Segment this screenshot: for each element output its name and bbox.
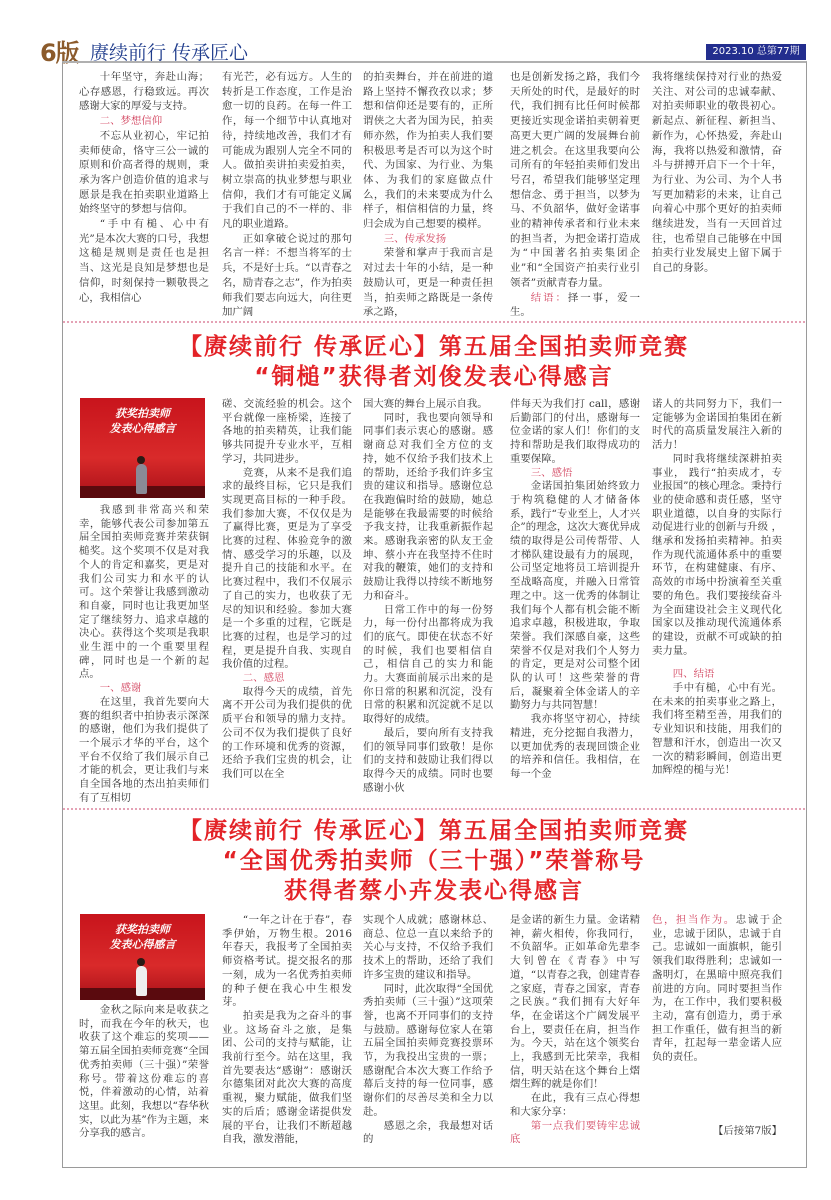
article-2-column bbox=[510, 398, 640, 782]
headline-line: 【赓续前行 传承匠心】第五届全国拍卖师竞赛 bbox=[178, 334, 689, 360]
paragraph bbox=[652, 682, 782, 778]
photo-caption-line: 获奖拍卖师 bbox=[115, 407, 170, 420]
section-divider bbox=[63, 808, 805, 810]
paragraph-text: “手中有槌、心中有光”是本次大赛的口号，我想这槌是规则是责任也是担当、这光是良知是梦想也是信仰，时刻保持一颗敬畏之心，我相信心 bbox=[79, 218, 209, 304]
paragraph bbox=[222, 232, 352, 320]
photo-caption-line: 获奖拍卖师 bbox=[115, 923, 170, 936]
headline-line: “铜槌”获得者刘俊发表心得感言 bbox=[254, 364, 614, 390]
article-1-column bbox=[363, 70, 493, 320]
paragraph-text: 实现个人成就；感谢林总、商总、位总一直以来给予的关心与支持，不仅给予我们技术上的帮助，还给了我们许多宝贵的建议和指导。 bbox=[363, 914, 493, 981]
highlight-label: 色，担当作为。 bbox=[652, 914, 736, 926]
paragraph-text: 最后，要向所有支持我们的领导同事们致敬！是你们的支持和鼓励让我们得以取得今天的成绩。同时也要感谢小伙 bbox=[363, 726, 493, 794]
paragraph-text: 国大赛的舞台上展示自我。 bbox=[363, 398, 488, 410]
paragraph bbox=[510, 480, 640, 713]
paragraph-text: 我感到非常高兴和荣幸，能够代表公司参加第五届全国拍卖师竞赛并荣获铜槌奖。这个奖项不仅是对我个人的肯定和嘉奖，更是对我们公司实力和水平的认可。这个荣誉让我感到激动和自豪，同时也让我更加坚定了继续努力、追求卓越的决心。获得这个奖项是我职业生涯中的一个重要里程碑，同时也是一个新的起点。 bbox=[79, 504, 209, 681]
paragraph bbox=[363, 1120, 493, 1147]
subheading bbox=[510, 1120, 640, 1147]
article-3-headline bbox=[63, 816, 805, 906]
subheading bbox=[222, 672, 352, 686]
paragraph-text: 拍卖是我为之奋斗的事业。这场奋斗之旅，是集团、公司的支持与赋能，让我前行至今。站在这里，我首先要表达“感谢”：感谢沃尔德集团对此次大赛的高度重视，聚力赋能，做我们坚实的后盾；感谢金诺提供发展的平台，让我们不断超越自我，激发潜能， bbox=[222, 1009, 352, 1146]
spacer bbox=[652, 658, 782, 668]
page-section-title: 赓续前行 传承匠心 bbox=[90, 42, 249, 64]
paragraph-text: 我将继续保持对行业的热爱关注、对公司的忠诚奉献、对拍卖师职业的敬畏初心。新起点、新征程、新担当、新作为，心怀热爱，奔赴山海，我将以热爱和激情，奋斗与拼搏开启下一个十年，为行业、为公司、为个人书写更加精彩的未来，让自己向着心中那个更好的拍卖师继续进发，当有一天回首过往，也希望自己能够在中国拍卖行业发展史上留下属于自己的身影。 bbox=[652, 71, 782, 275]
headline-line: 【赓续前行 传承匠心】第五届全国拍卖师竞赛 bbox=[178, 818, 689, 844]
paragraph bbox=[652, 70, 782, 276]
paragraph-text: 忠诚于企业，忠诚于团队，忠诚于自己。忠诚如一面旗帜，能引领我们取得胜利；忠诚如一盏明灯，在黑暗中照亮我们前进的方向。同时要担当作为，在工作中，我们要积极主动，富有创造力，勇于承担工作重任，做有担当的新青年，扛起每一辈金诺人应负的责任。 bbox=[652, 914, 783, 1064]
award-speech-photo bbox=[80, 398, 205, 498]
paragraph-text: 四、结语 bbox=[672, 668, 715, 681]
paragraph-text: 同时我将继续深耕拍卖事业， 践行“拍卖成才，专业报国”的核心理念。秉持行业的使命感和责任感，坚守职业道德，以自身的实际行动促进行业的创新与升级 ，继承和发扬拍卖精神。拍卖作为现代流通体系中的重要环节，在构建健康、有序、高效的市场中扮演着至关重要的角色。我们要接续奋斗为全面建设社会主义现代化国家以及推动现代流通体系的建设，贡献不可或缺的拍卖力量。 bbox=[652, 452, 782, 657]
paragraph-text: 手中有槌，心中有光。在未来的拍卖事业之路上，我们将至精至善，用我们的专业知识和技能，用我们的智慧和汗水，创造出一次又一次的精彩瞬间，创造出更加辉煌的槌与光！ bbox=[652, 682, 782, 777]
paragraph bbox=[79, 217, 209, 305]
paragraph-text: 有光芒，必有远方。人生的转折是工作态度，工作是治愈一切的良药。在每一件工作，每一个细节中认真地对待，持续地改善，我们才有可能成为跟别人完全不同的人。做拍卖讲拍卖爱拍卖，树立崇高的执业梦想与职业信仰，我们才有可能定义属于我们自己的不一样的、非凡的职业道路。 bbox=[222, 71, 352, 231]
article-3-column bbox=[652, 914, 782, 1065]
highlight-label: 结语： bbox=[530, 291, 568, 304]
paragraph bbox=[79, 1004, 209, 1141]
headline-line: “全国优秀拍卖师（三十强）”荣誉称号 bbox=[222, 848, 646, 874]
article-1-column bbox=[79, 70, 209, 305]
paragraph-text: 在这里，我首先要向大赛的组织者中拍协表示深深的感谢，他们为我们提供了一个展示才华的平台，这个平台不仅给了我们展示自己才能的机会，更让我们与来自全国各地的杰出拍卖师们有了互相切 bbox=[79, 695, 209, 804]
paragraph bbox=[510, 291, 640, 320]
paragraph bbox=[363, 246, 493, 320]
paragraph-text: 不忘从业初心，牢记拍卖师使命，恪守三公一诚的原则和价高者得的规则，秉承为客户创造价值的追求与愿景是我在拍卖职业道路上始终坚守的梦想与信仰。 bbox=[79, 129, 209, 216]
article-2-column bbox=[79, 504, 209, 805]
paragraph bbox=[510, 398, 640, 467]
paragraph bbox=[222, 70, 352, 232]
paragraph bbox=[363, 604, 493, 727]
paragraph-text: 感恩之余，我最想对话的 bbox=[363, 1119, 493, 1146]
paragraph bbox=[363, 70, 493, 232]
paragraph-text: 一、感谢 bbox=[99, 682, 142, 695]
paragraph-text: 也是创新发扬之路，我们今天所处的时代，是最好的时代，我们拥有比任何时候都更接近实现金诺拍卖朝着更高更大更广阔的发展舞台前进之机会。在这里我要向公司所有的年轻拍卖师们发出号召，希望我们能够坚定理想信念、勇于担当，以梦为马、不负韶华，做好金诺事业的精神传承者和行业未来的担当者，为把金诺打造成为“中国著名拍卖集团企业”和“全国资产拍卖行业引领者”贡献青春力量。 bbox=[510, 71, 640, 289]
paragraph bbox=[222, 914, 352, 1010]
paragraph bbox=[510, 70, 640, 291]
paragraph bbox=[510, 713, 640, 782]
paragraph-text: 竞赛，从来不是我们追求的最终目标，它只是我们实现更高目标的一种手段。我们参加大赛，不仅仅是为了赢得比赛，更是为了享受比赛的过程、体验竞争的激情、感受学习的乐趣，以及提升自己的技能和水平。在比赛过程中，我们不仅展示了自己的实力，也收获了无尽的知识和经验。参加大赛是一个多重的过程，它既是比赛的过程，也是学习的过程，更是提升自我、实现自我价值的过程。 bbox=[222, 466, 352, 671]
article-2-column bbox=[652, 398, 782, 778]
section-divider bbox=[63, 321, 805, 323]
page-number: 6版 bbox=[40, 39, 79, 67]
paragraph-text: 取得今天的成绩，首先离不开公司为我们提供的优质平台和领导的鼎力支持。公司不仅为我们提供了良好的工作环境和优秀的资源，还给予我们宝贵的机会，让我们可以在全 bbox=[222, 685, 352, 780]
paragraph-text: “一年之计在于春”，春季伊始，万物生根。2016 年春天，我报考了全国拍卖师资格考试。提交报名的那一刻，成为一名优秀拍卖师的种子便在我心中生根发芽。 bbox=[222, 914, 352, 1009]
subheading bbox=[510, 467, 640, 481]
paragraph-text: 的拍卖舞台，并在前进的道路上坚持不懈孜孜以求；梦想和信仰还是要有的，正所谓侠之大者为国为民，拍卖师亦然，作为拍卖人我们要积极思考是否可以为这个时代、为国家、为行业、为集体、为我们的家庭做点什么，我们的未来要成为什么样子，相信相信的力量，终归会成为自己想要的模样。 bbox=[363, 71, 493, 231]
paragraph bbox=[363, 727, 493, 796]
paragraph-text: 伴每天为我们打 call，感谢后勤部门的付出，感谢每一位金诺的家人们！你们的支持和帮助是我们取得成功的重要保障。 bbox=[510, 398, 640, 465]
headline-line: 获得者蔡小卉发表心得感言 bbox=[284, 878, 584, 904]
paragraph-text: 二、感恩 bbox=[242, 672, 285, 685]
paragraph-text: 磋、交流经验的机会。这个平台就像一座桥梁，连接了各地的拍卖精英，让我们能够共同提升专业水平，互相学习，共同进步。 bbox=[222, 398, 352, 465]
paragraph-text: 金诺国拍集团始终致力于构筑稳健的人才储备体系，践行“专业至上，人才兴企”的理念，这次大赛优异成绩的取得是公司传帮带、人才梯队建设最有力的展现，公司坚定地将员工培训提升至战略高度，并融入日常管理之中。这一优秀的体制让我们每个人都有机会能不断追求卓越，积极进取，争取荣誉。我们深感自豪，这些荣誉不仅是对我们个人努力的肯定，更是对公司整个团队的认可！这些荣誉的背后，凝聚着全体金诺人的辛勤努力与共同智慧！ bbox=[510, 480, 640, 712]
paragraph bbox=[222, 1010, 352, 1147]
paragraph-text: 三、传承发扬 bbox=[383, 232, 447, 245]
paragraph-text: 三、感悟 bbox=[530, 466, 573, 479]
continued-note: 【后接第7版】 bbox=[713, 1125, 782, 1137]
paragraph-text: 第一点我们要铸牢忠诚底 bbox=[510, 1119, 640, 1146]
article-1-column bbox=[222, 70, 352, 320]
subheading bbox=[79, 682, 209, 696]
paragraph-text: 荣誉和掌声于我而言是对过去十年的小结，是一种鼓励认可，更是一种责任担当，拍卖师之路既是一条传承之路， bbox=[363, 247, 493, 319]
paragraph bbox=[510, 1092, 640, 1119]
paragraph bbox=[652, 914, 782, 1065]
paragraph-text: 十年坚守，奔赴山海；心存感恩，行稳致远。再次感谢大家的厚爱与支持。 bbox=[79, 71, 209, 113]
paragraph-text: 是金诺的新生力量。金诺精神，薪火相传，你我同行，不负韶华。正如革命先辈李大钊曾在《青春》中写道，“以青春之我，创建青春之家庭，青春之国家，青春之民族。”我们拥有大好年华，在金诺这个广阔发展平台上，要责任在肩，担当作为。今天，站在这个领奖台上，我感到无比荣幸，我相信，明天站在这个舞台上熠熠生辉的就是你们！ bbox=[510, 914, 640, 1091]
paragraph bbox=[222, 398, 352, 467]
photo-caption-line: 发表心得感言 bbox=[109, 422, 176, 435]
paragraph-text: 同时，我也要向领导和同事们表示衷心的感谢。感谢商总对我们全方位的支持，她不仅给予我们技术上的帮助，还给予我们许多宝贵的建议和指导。感谢位总在我跑偏时给的鼓励，她总是能够在我最需要的时候给予我支持，让我重新振作起来。感谢我亲密的队友王金坤、蔡小卉在我坚持不住时对我的鞭策，她们的支持和鼓励让我得以持续不断地努力和奋斗。 bbox=[363, 411, 493, 602]
paragraph bbox=[79, 70, 209, 114]
paragraph bbox=[363, 412, 493, 604]
paragraph bbox=[510, 914, 640, 1092]
paragraph-text: 我亦将坚守初心，持续精进，充分挖掘自我潜力，以更加优秀的表现回馈企业的培养和信任。我相信，在每一个金 bbox=[510, 713, 640, 780]
paragraph bbox=[652, 453, 782, 659]
paragraph-text: 诺人的共同努力下，我们一定能够为金诺国拍集团在新时代的高质量发展注入新的活力！ bbox=[652, 398, 782, 452]
subheading bbox=[363, 232, 493, 247]
paragraph bbox=[79, 504, 209, 682]
article-2-headline bbox=[63, 332, 805, 392]
paragraph bbox=[222, 686, 352, 782]
article-2-column bbox=[363, 398, 493, 795]
article-1-column bbox=[510, 70, 640, 320]
photo-caption-line: 发表心得感言 bbox=[109, 938, 176, 951]
paragraph-text: 日常工作中的每一份努力，每一份付出都将成为我们的底气。即使在状态不好的时候，我们也要相信自己，相信自己的实力和能力。大赛面前展示出来的是你日常的积累和沉淀，没有日常的积累和沉淀就不足以取得好的成绩。 bbox=[363, 603, 493, 726]
article-2-column bbox=[222, 398, 352, 782]
article-1-column bbox=[652, 70, 782, 276]
paragraph bbox=[79, 696, 209, 806]
article-3-column bbox=[222, 914, 352, 1147]
paragraph-text: 金秋之际向来是收获之时，而我在今年的秋天，也收获了这个难忘的奖项——第五届全国拍卖师竞赛“全国优秀拍卖师（三十强）”荣誉称号。带着这份难忘的喜悦，伴着激动的心情，站着这里。此刻，我想以“春华秋实，以此为基”作为主题，来分享我的感言。 bbox=[79, 1004, 209, 1140]
article-3-column bbox=[79, 1004, 209, 1141]
paragraph bbox=[652, 398, 782, 453]
paragraph-text: 二、梦想信仰 bbox=[99, 115, 163, 128]
paragraph bbox=[222, 467, 352, 673]
paragraph-text: 择一事，爱一生。 bbox=[510, 291, 641, 319]
issue-badge: 2023.10 总第77期 bbox=[706, 44, 806, 60]
paragraph-text: 正如拿破仑说过的那句名言一样：不想当将军的士兵，不是好士兵。“以青春之名，励青春之志”，作为拍卖师我们要志向远大，向往更加广阔 bbox=[222, 232, 352, 319]
article-3-column bbox=[363, 914, 493, 1147]
paragraph bbox=[79, 129, 209, 217]
paragraph bbox=[363, 914, 493, 983]
paragraph bbox=[363, 983, 493, 1120]
paragraph-text: 同时，此次取得“全国优秀拍卖师（三十强）”这项荣誉，也离不开同事们的支持与鼓励。感谢每位家人在第五届全国拍卖师竞赛投票环节，为我投出宝贵的一票；感谢配合本次大赛工作给予幕后支持的每一位同事，感谢你们的尽善尽美和全力以赴。 bbox=[363, 982, 494, 1118]
subheading bbox=[79, 114, 209, 129]
subheading bbox=[652, 668, 782, 682]
paragraph-text: 在此，我有三点心得想和大家分享： bbox=[510, 1092, 640, 1118]
article-3-column bbox=[510, 914, 640, 1147]
award-speech-photo bbox=[80, 914, 205, 1000]
paragraph bbox=[363, 398, 493, 412]
